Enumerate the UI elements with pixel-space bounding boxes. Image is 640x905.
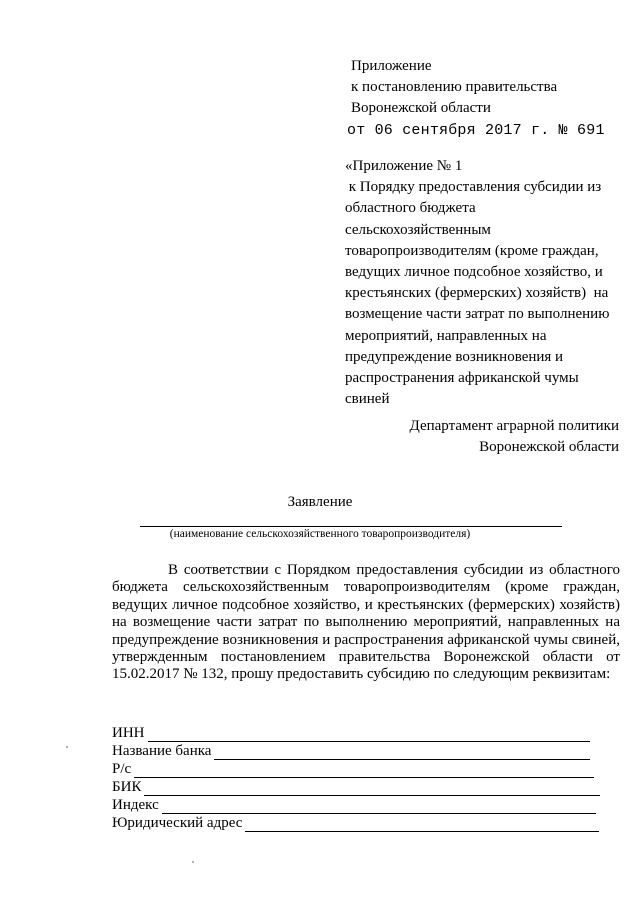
order-reference xyxy=(345,156,609,410)
appendix-date: от 06 сентября 2017 г. № 691 xyxy=(347,122,605,139)
field-address-label: Юридический адрес xyxy=(112,815,243,831)
field-index-label: Индекс xyxy=(112,797,159,813)
field-inn-label: ИНН xyxy=(112,725,145,741)
field-address-line xyxy=(245,818,599,832)
field-bik-label: БИК xyxy=(112,779,142,795)
order-line: «Приложение № 1 xyxy=(345,158,463,174)
order-line: мероприятий, направленных на xyxy=(345,327,547,344)
appendix-resolution: к постановлению правительства xyxy=(351,79,558,95)
order-line: ведущих личное подсобное хозяйство, и xyxy=(345,264,603,281)
appendix-region: Воронежской области xyxy=(351,100,491,116)
field-inn-line xyxy=(148,728,590,742)
addressee xyxy=(400,416,619,458)
addressee-department: Департамент аграрной политики xyxy=(409,418,619,434)
field-index-line xyxy=(162,800,596,814)
field-bank-label: Название банка xyxy=(112,743,212,759)
field-bank-line xyxy=(214,746,590,760)
applicant-name-line xyxy=(140,526,562,527)
order-line: распространения африканской чумы xyxy=(345,370,579,387)
order-line: товаропроизводителям (кроме граждан, xyxy=(345,242,599,259)
order-line: областного бюджета xyxy=(345,200,476,217)
applicant-name-caption: (наименование сельскохозяйственного товаропроизводителя) xyxy=(169,528,471,540)
order-line: сельскохозяйственным xyxy=(345,221,491,238)
field-bank xyxy=(112,742,590,760)
field-account xyxy=(112,760,594,778)
field-address xyxy=(112,814,599,832)
field-inn xyxy=(112,724,590,742)
statement-title: Заявление xyxy=(287,494,353,510)
field-bik-line xyxy=(144,782,600,796)
statement-body: В соответствии с Порядком предоставления субсидии из областного бюджета сельскохозяйственным товаропроизводителям (кроме граждан, ведущих личное подсобное хозяйство, и крестьянских (фермерских) хозяйств) на возмещение части затрат по выполнению мероприятий, направленных на предупреждение возникновения и распространения африканской чумы свиней, утвержденным постановлением правительства Воронежской области от 15.02.2017 № 132, прошу предоставить субсидию по следующим реквизитам: xyxy=(112,562,620,683)
addressee-region: Воронежской области xyxy=(479,439,619,455)
order-line: возмещение части затрат по выполнению xyxy=(345,306,610,323)
scan-speck xyxy=(192,861,194,863)
appendix-label: Приложение xyxy=(351,58,432,74)
order-line: к Порядку предоставления субсидии из xyxy=(345,179,602,196)
field-account-line xyxy=(134,764,594,778)
field-index xyxy=(112,796,596,814)
field-bik xyxy=(112,778,600,796)
field-account-label: Р/с xyxy=(112,761,132,777)
scan-speck xyxy=(66,746,68,748)
appendix-header xyxy=(347,56,605,141)
order-line: свиней xyxy=(345,391,390,408)
order-line: крестьянских (фермерских) хозяйств) на xyxy=(345,285,609,302)
order-line: предупреждение возникновения и xyxy=(345,348,564,365)
